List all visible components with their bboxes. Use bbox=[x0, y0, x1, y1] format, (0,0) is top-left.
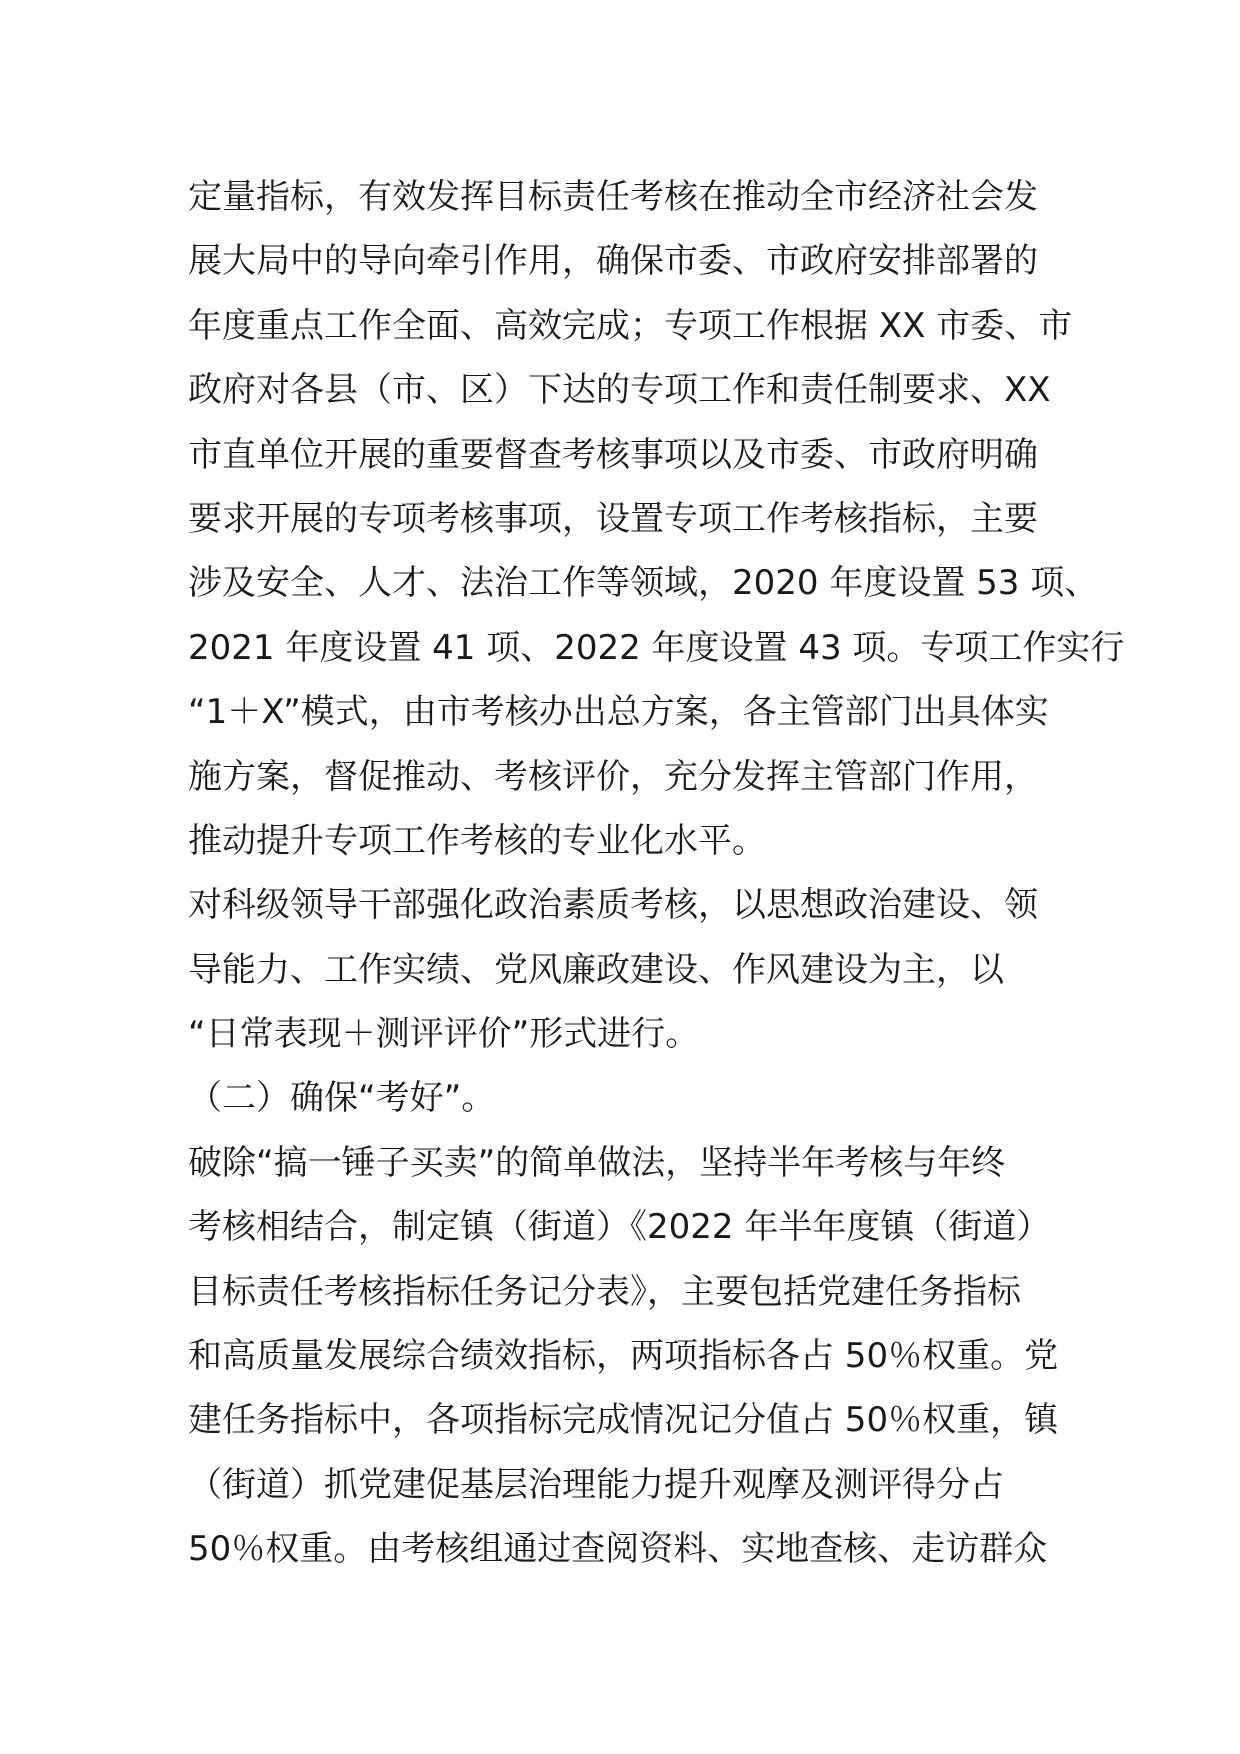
text-line-14: “日常表现＋测评评价”形式进行。 bbox=[188, 1014, 700, 1055]
text-line-4: 政府对各县（市、区）下达的专项工作和责任制要求、XX bbox=[188, 370, 1051, 411]
text-line-1: 定量指标，有效发挥目标责任考核在推动全市经济社会发 bbox=[188, 177, 1038, 217]
text-line-13: 导能力、工作实绩、党风廉政建设、作风建设为主，以 bbox=[188, 949, 1004, 990]
text-line-21: （街道）抓党建促基层治理能力提升观摩及测评得分占 bbox=[188, 1464, 1004, 1505]
text-line-12: 对科级领导干部强化政治素质考核，以思想政治建设、领 bbox=[188, 885, 1038, 926]
text-line-3: 年度重点工作全面、高效完成；专项工作根据 XX 市委、市 bbox=[188, 305, 1073, 346]
text-line-2: 展大局中的导向牵引作用，确保市委、市政府安排部署的 bbox=[188, 241, 1038, 282]
text-line-8: 2021 年度设置 41 项、2022 年度设置 43 项。专项工作实行 bbox=[188, 627, 1125, 668]
text-line-17: 考核相结合，制定镇（街道）《2022 年半年度镇（街道） bbox=[188, 1207, 1051, 1248]
text-line-9: “1＋X”模式，由市考核办出总方案，各主管部门出具体实 bbox=[188, 692, 1049, 733]
text-line-20: 建任务指标中，各项指标完成情况记分值占 50％权重，镇 bbox=[188, 1400, 1059, 1441]
section-heading: （二）确保“考好”。 bbox=[188, 1078, 496, 1119]
text-line-19: 和高质量发展综合绩效指标，两项指标各占 50％权重。党 bbox=[188, 1336, 1059, 1377]
text-line-16: 破除“搞一锤子买卖”的简单做法，坚持半年考核与年终 bbox=[188, 1142, 1006, 1183]
text-line-6: 要求开展的专项考核事项，设置专项工作考核指标，主要 bbox=[188, 498, 1038, 539]
text-line-11: 推动提升专项工作考核的专业化水平。 bbox=[188, 820, 766, 861]
text-line-7: 涉及安全、人才、法治工作等领域，2020 年度设置 53 项、 bbox=[188, 563, 1099, 604]
text-line-5: 市直单位开展的重要督查考核事项以及市委、市政府明确 bbox=[188, 434, 1038, 475]
text-line-10: 施方案，督促推动、考核评价，充分发挥主管部门作用， bbox=[188, 756, 1038, 797]
text-line-22: 50％权重。由考核组通过查阅资料、实地查核、走访群众 bbox=[188, 1529, 1048, 1570]
body-text bbox=[188, 165, 1125, 1582]
text-line-18: 目标责任考核指标任务记分表》，主要包括党建任务指标 bbox=[188, 1271, 1021, 1312]
